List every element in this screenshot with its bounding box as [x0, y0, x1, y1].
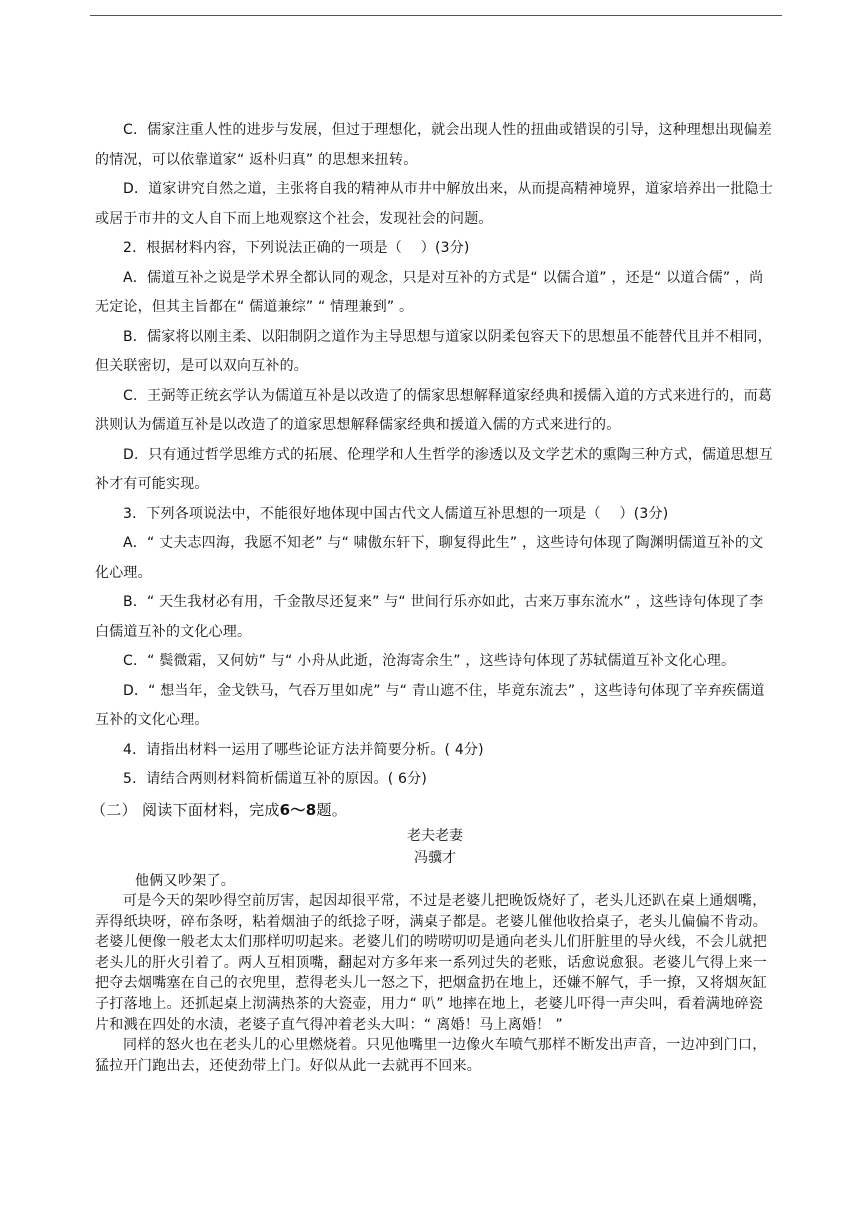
section-heading-prefix: （二） 阅读下面材料，完成	[91, 800, 280, 819]
document-body	[91, 116, 775, 1076]
story-author: 冯骥才	[414, 849, 456, 866]
option-c-q1: C．儒家注重人性的进步与发展，但过于理想化，就会出现人性的扭曲或错误的引导，这种理想出现偏差的情况，可以依靠道家“ 返朴归真” 的思想来扭转。	[95, 122, 772, 168]
question-5: 5．请结合两则材料简析儒道互补的原因。( 6分)	[123, 771, 427, 787]
option-a-q3: A．“ 丈夫志四海，我愿不知老” 与“ 啸傲东轩下，聊复得此生” ，这些诗句体现了陶渊明儒道互补的文化心理。	[95, 535, 764, 581]
story-paragraph: 他俩又吵架了。	[135, 872, 236, 889]
option-c-q3: C．“ 鬓微霜，又何妨” 与“ 小舟从此逝，沧海寄余生” ，这些诗句体现了苏轼儒道互补文化心理。	[123, 653, 736, 669]
story-paragraph: 同样的怒火也在老头儿的心里燃烧着。只见他嘴里一边像火车喷气那样不断发出声音，一边冲到门口，猛拉开门跑出去，还使劲带上门。好似从此一去就再不回来。	[95, 1037, 767, 1074]
option-c-q2: C．王弼等正统玄学认为儒道互补是以改造了的儒家思想解释道家经典和援儒入道的方式来进行的，而葛洪则认为儒道互补是以改造了的道家思想解释儒家经典和援道入儒的方式来进行的。	[95, 387, 772, 433]
option-a-q2: A．儒道互补之说是学术界全都认同的观念，只是对互补的方式是“ 以儒合道” ，还是“ 以道合儒” ，尚无定论，但其主旨都在“ 儒道兼综” “ 情理兼到” 。	[95, 269, 764, 315]
question-3: 3．下列各项说法中，不能很好地体现中国古代文人儒道互补思想的一项是（ ）(3分)	[123, 505, 669, 522]
option-d-q3: D．“ 想当年，金戈铁马，气吞万里如虎” 与“ 青山遮不住，毕竟东流去” ，这些诗句体现了辛弃疾儒道互补的文化心理。	[95, 682, 765, 728]
question-2: 2．根据材料内容，下列说法正确的一项是（ ）(3分)	[123, 240, 470, 256]
section-heading-suffix: 题。	[316, 800, 348, 819]
option-d-q1: D．道家讲究自然之道，主张将自我的精神从市井中解放出来，从而提高精神境界，道家培养出一批隐士或居于市井的文人自下而上地观察这个社会，发现社会的问题。	[95, 181, 773, 227]
question-4: 4．请指出材料一运用了哪些论证方法并简要分析。( 4分)	[123, 741, 484, 758]
header-rule	[90, 15, 782, 16]
option-b-q2: B．儒家将以刚主柔、以阳制阴之道作为主导思想与道家以阴柔包容天下的思想虽不能替代且并不相同，但关联密切，是可以双向互补的。	[95, 328, 772, 374]
section-heading	[91, 795, 775, 825]
section-heading-range: 6～8	[279, 800, 317, 819]
option-b-q3: B．“ 天生我材必有用，千金散尽还复来” 与“ 世间行乐亦如此，古来万事东流水” ，这些诗句体现了李白儒道互补的文化心理。	[95, 594, 764, 640]
story-title: 老夫老妻	[407, 827, 463, 844]
story-paragraph: 可是今天的架吵得空前厉害，起因却很平常，不过是老婆儿把晚饭烧好了，老头儿还趴在桌上通烟嘴，弄得纸块呀，碎布条呀，粘着烟油子的纸捻子呀，满桌子都是。老婆儿催他收拾桌子，老头儿偏偏不肯动。老婆儿便像一般老太太们那样叨叨起来。老婆儿们的唠唠叨叨是通向老头儿们肝脏里的导火线，不会儿就把老头儿的肝火引着了。两人互相顶嘴，翻起对方多年来一系列过失的老账，话愈说愈狠。老婆儿气得上来一把夺去烟嘴塞在自己的衣兜里，惹得老头儿一怒之下，把烟盒扔在地上，还嫌不解气，手一撩，又将烟灰缸子打落地上。还抓起桌上沏满热茶的大瓷壶，用力“ 叭” 地摔在地上，老婆儿吓得一声尖叫，看着满地碎瓷片和溅在四处的水渍，老婆子直气得冲着老头大叫：“ 离婚！马上离婚！ ”	[95, 893, 768, 1033]
option-d-q2: D．只有通过哲学思维方式的拓展、伦理学和人生哲学的渗透以及文学艺术的熏陶三种方式，儒道思想互补才有可能实现。	[95, 446, 773, 492]
